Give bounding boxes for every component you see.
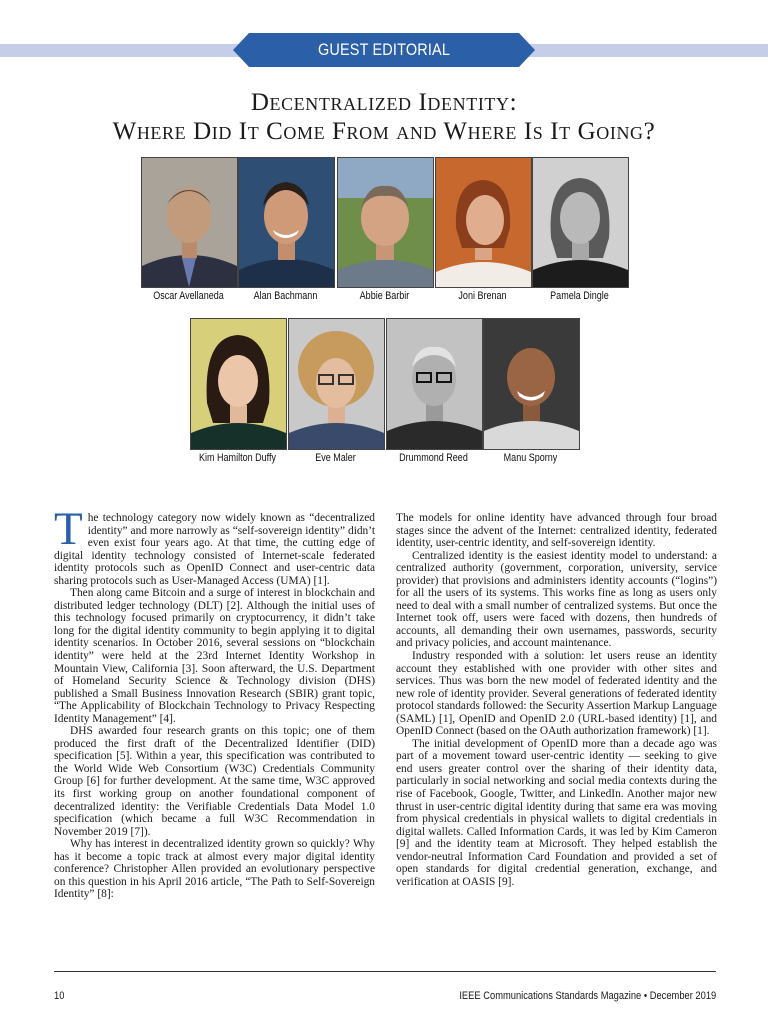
body-paragraph: Then along came Bitcoin and a surge of interest in blockchain and distributed ledger technology (DLT) [2]. Although the initial uses of this technology focused primarily on cryptocurrency, it didn’t take long for the digital identity community to begin applying it to digital identity scenarios. In October 2016, several sessions on “blockchain identity” were held at the 23rd Internet Identity Workshop in Mountain View, California [3]. Soon afterward, the U.S. Department of Homeland Security Science & Technology division (DHS) published a Small Business Innovation Research (SBIR) grant topic, “The Applicability of Blockchain Technology to Privacy Respecting Identity Management” [4]. [54,587,375,725]
author-caption: Kim Hamilton Duffy [198,452,277,464]
author-caption: Manu Sporny [503,452,558,464]
publication-footer: IEEE Communications Standards Magazine • December 2019 [459,990,716,1002]
author-caption: Eve Maler [315,452,356,464]
author-photo [483,318,580,450]
author-photo [141,157,238,288]
author-photo [435,157,532,288]
body-paragraph: DHS awarded four research grants on this topic; one of them produced the first draft of the Decentralized Identifier (DID) specification [5]. Within a year, this specification was contributed to the World Wide Web Consortium (W3C) Credentials Community Group [6] for further development. At the same time, W3C approved its first working group on another foundational component of decentralized identity: the Verifiable Credentials Data Model 1.0 specification (which became a full W3C Recommendation in November 2019 [7]). [54,725,375,838]
body-column-right [396,512,717,888]
author-caption: Oscar Avellaneda [153,290,224,302]
body-column-left [54,503,375,901]
body-paragraph: Industry responded with a solution: let users reuse an identity account they established with one provider with other sites and services. Thus was born the new model of federated identity and the new role of identity provider. Several generations of federated identity protocol standards followed: the Security Assertion Markup Language (SAML) [1], OpenID and OpenID 2.0 (URL-based identity) [1], and OpenID Connect (based on the OAuth authorization framework) [1]. [396,650,717,738]
drop-cap: T [54,503,83,555]
header-band-right [518,44,768,57]
header-band-left [0,44,250,57]
section-banner [233,33,535,67]
author-photo [238,157,335,288]
body-paragraph: The models for online identity have advanced through four broad stages since the advent of the Internet: centralized identity, federated identity, user-centric identity, and self-sovereign identity. [396,512,717,550]
author-photo [337,157,434,288]
page-number: 10 [54,990,65,1002]
author-photo [190,318,287,450]
author-caption: Alan Bachmann [253,290,318,302]
author-caption: Pamela Dingle [550,290,609,302]
author-photo [532,157,629,288]
footer-rule [54,971,716,972]
paragraph-text: he technology category now widely known as “decentralized identity” and more narrowly as “self-sovereign identity” didn’t even exist four years ago. At that time, the cutting edge of digital identity technology consisted of Internet-scale federated identity protocols such as OpenID Connect and user-centric data sharing protocols such as User-Managed Access (UMA) [1]. [54,512,375,587]
author-caption: Abbie Barbir [359,290,410,302]
article-title-line2: Where Did It Come From and Where Is It Going? [112,118,656,145]
body-paragraph: Why has interest in decentralized identity grown so quickly? Why has it become a topic track at almost every major digital identity conference? Christopher Allen provided an evolutionary perspective on this question in his April 2016 article, “The Path to Self-Sovereign Identity” [8]: [54,838,375,901]
author-photo [288,318,385,450]
body-paragraph [54,503,375,587]
author-caption: Drummond Reed [399,452,468,464]
author-photo [386,318,483,450]
body-paragraph: The initial development of OpenID more than a decade ago was part of a movement toward user-centric identity — seeking to give end users greater control over the sharing of their identity data, particularly in social networking and social media contexts during the rise of Facebook, Google, Twitter, and LinkedIn. Another major new thrust in user-centric digital identity during that same era was moving from physical credentials in physical wallets to digital credentials in digital wallets. Called Information Cards, it was led by Kim Cameron [9] and the identity team at Microsoft. They helped establish the vendor-neutral Information Card Foundation and provided a set of open standards for digital credential generation, exchange, and verification at OASIS [9]. [396,737,717,888]
article-title-line1: Decentralized Identity: [250,89,518,116]
author-caption: Joni Brenan [458,290,507,302]
body-paragraph: Centralized identity is the easiest identity model to understand: a centralized authority (government, corporation, university, service provider) that provisions and administers identity accounts (“logins”) for all the users of its systems. This works fine as long as users only need to deal with a small number of centralized systems. But once the Internet took off, users were faced with dozens, then hundreds of accounts, all demanding their own usernames, passwords, security and privacy policies, and account maintenance. [396,549,717,650]
banner-label: GUEST EDITORIAL [317,40,451,59]
